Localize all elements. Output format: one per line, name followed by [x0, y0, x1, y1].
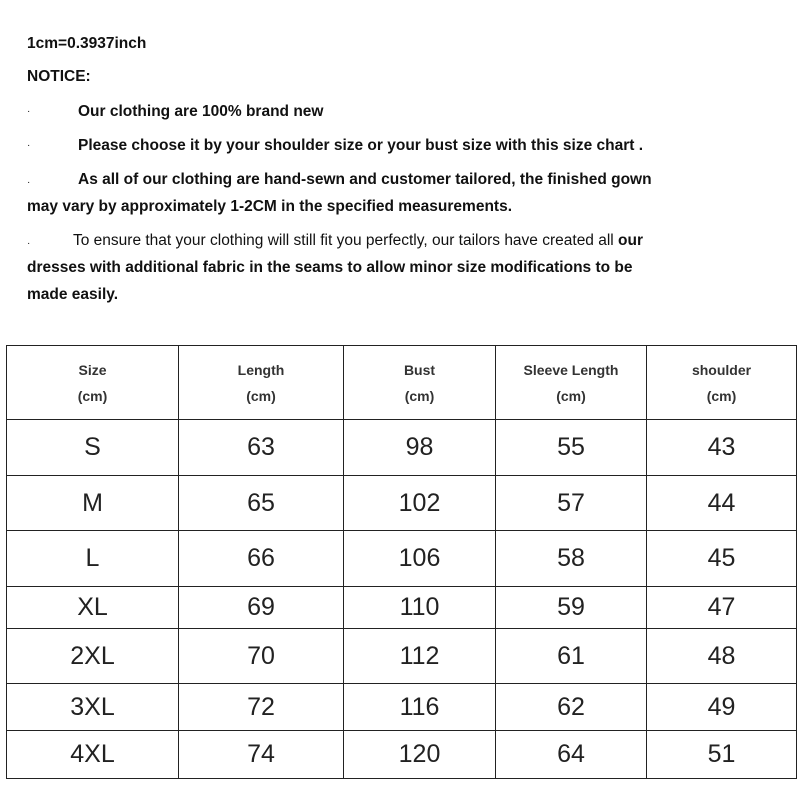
table-cell: 43 — [647, 420, 797, 476]
size-cell: 3XL — [7, 684, 179, 731]
column-header-length: Length (cm) — [179, 346, 344, 420]
bullet: · — [27, 177, 31, 188]
size-chart-table — [6, 345, 797, 779]
table-row — [7, 731, 797, 779]
notice-item-text: Please choose it by your shoulder size or your bust size with this size chart . — [78, 137, 644, 154]
table-cell: 44 — [647, 476, 797, 531]
size-cell: S — [7, 420, 179, 476]
table-cell: 98 — [344, 420, 496, 476]
column-header-shoulder: shoulder (cm) — [647, 346, 797, 420]
column-header-bust: Bust (cm) — [344, 346, 496, 420]
table-cell: 69 — [179, 587, 344, 629]
table-cell: 47 — [647, 587, 797, 629]
column-header-size: Size (cm) — [7, 346, 179, 420]
notice-item — [27, 137, 643, 155]
notice-item-text: dresses with additional fabric in the seams to allow minor size modifications to be — [27, 259, 633, 276]
table-cell: 120 — [344, 731, 496, 779]
table-row — [7, 531, 797, 587]
table-cell: 63 — [179, 420, 344, 476]
notice-item-text — [27, 227, 767, 254]
table-row — [7, 476, 797, 531]
table-cell: 106 — [344, 531, 496, 587]
notice-heading: NOTICE: — [27, 68, 91, 85]
size-cell: 4XL — [7, 731, 179, 779]
table-row — [7, 629, 797, 684]
table-cell: 58 — [496, 531, 647, 587]
table-cell: 51 — [647, 731, 797, 779]
table-cell: 70 — [179, 629, 344, 684]
table-cell: 48 — [647, 629, 797, 684]
notice-item — [27, 103, 323, 121]
size-cell: L — [7, 531, 179, 587]
table-cell: 102 — [344, 476, 496, 531]
bullet: · — [27, 106, 31, 117]
column-header-sleeve-length: Sleeve Length (cm) — [496, 346, 647, 420]
notice-item — [27, 227, 767, 308]
size-cell: 2XL — [7, 629, 179, 684]
table-cell: 116 — [344, 684, 496, 731]
size-cell: M — [7, 476, 179, 531]
bullet: · — [27, 140, 31, 151]
table-cell: 112 — [344, 629, 496, 684]
size-cell: XL — [7, 587, 179, 629]
table-cell: 72 — [179, 684, 344, 731]
notice-text-bold: our — [613, 232, 644, 249]
table-cell: 45 — [647, 531, 797, 587]
table-cell: 66 — [179, 531, 344, 587]
table-header-row — [7, 346, 797, 420]
unit-conversion: 1cm=0.3937inch — [27, 35, 147, 52]
notice-item-text: Our clothing are 100% brand new — [78, 103, 324, 120]
table-cell: 110 — [344, 587, 496, 629]
table-cell: 49 — [647, 684, 797, 731]
table-cell: 57 — [496, 476, 647, 531]
notice-item — [27, 166, 767, 220]
table-cell: 74 — [179, 731, 344, 779]
table-row — [7, 587, 797, 629]
table-cell: 59 — [496, 587, 647, 629]
table-cell: 61 — [496, 629, 647, 684]
table-row — [7, 420, 797, 476]
table-row — [7, 684, 797, 731]
table-cell: 62 — [496, 684, 647, 731]
table-cell: 64 — [496, 731, 647, 779]
table-cell: 65 — [179, 476, 344, 531]
bullet: · — [27, 238, 31, 249]
notice-item-text: made easily. — [27, 286, 119, 303]
notice-item-text: may vary by approximately 1-2CM in the specified measurements. — [27, 198, 512, 215]
notice-text-light: To ensure that your clothing will still fit you perfectly, our tailors have created all — [73, 232, 614, 249]
notice-item-text: As all of our clothing are hand-sewn and customer tailored, the finished gown — [78, 171, 652, 188]
table-cell: 55 — [496, 420, 647, 476]
